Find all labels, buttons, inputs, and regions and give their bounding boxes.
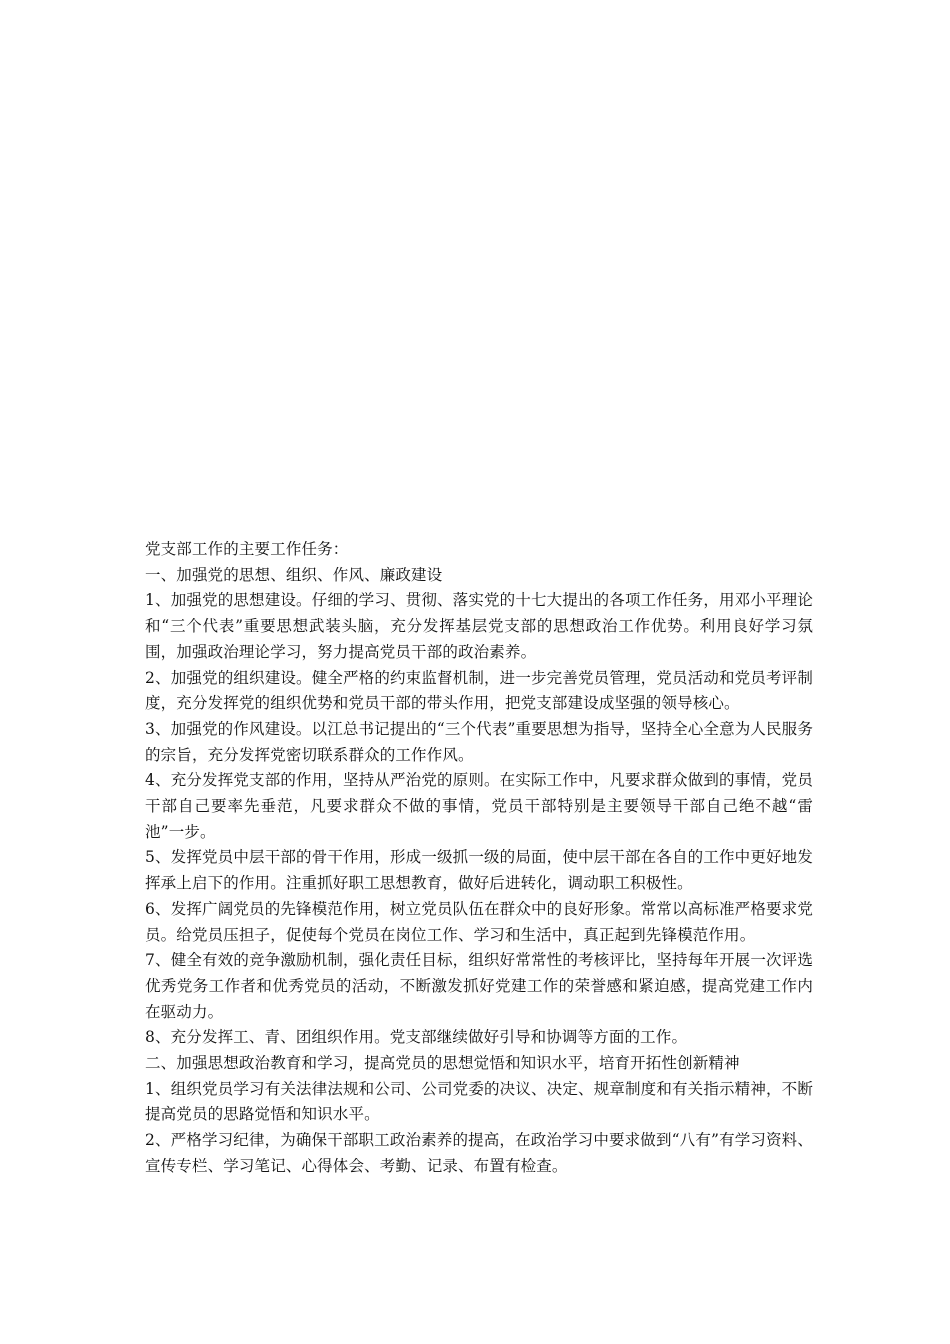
section-heading-2: 二、加强思想政治教育和学习，提高党员的思想觉悟和知识水平，培育开拓性创新精神 <box>145 1054 740 1073</box>
paragraph-1-1: 1、加强党的思想建设。仔细的学习、贯彻、落实党的十七大提出的各项工作任务，用邓小平理论和“三个代表”重要思想武装头脑，充分发挥基层党支部的思想政治工作优势。利用良好学习氛围，加强政治理论学习，努力提高党员干部的政治素养。 <box>145 591 813 661</box>
paragraph-1-6: 6、发挥广阔党员的先锋模范作用，树立党员队伍在群众中的良好形象。常常以高标准严格要求党员。给党员压担子，促使每个党员在岗位工作、学习和生活中，真正起到先锋模范作用。 <box>145 899 813 944</box>
section-heading-1: 一、加强党的思想、组织、作风、廉政建设 <box>145 565 443 584</box>
paragraph-1-2: 2、加强党的组织建设。健全严格的约束监督机制，进一步完善党员管理，党员活动和党员考评制度，充分发挥党的组织优势和党员干部的带头作用，把党支部建设成坚强的领导核心。 <box>145 668 813 713</box>
paragraph-1-7: 7、健全有效的竞争激励机制，强化责任目标，组织好常常性的考核评比，坚持每年开展一次评选优秀党务工作者和优秀党员的活动，不断激发抓好党建工作的荣誉感和紧迫感，提高党建工作内在驱动力。 <box>145 951 813 1021</box>
document-heading: 党支部工作的主要工作任务： <box>145 540 349 558</box>
paragraph-1-4: 4、充分发挥党支部的作用，坚持从严治党的原则。在实际工作中，凡要求群众做到的事情，党员干部自己要率先垂范，凡要求群众不做的事情，党员干部特别是主要领导干部自己绝不越“雷池”一步。 <box>145 771 813 841</box>
paragraph-2-1: 1、组织党员学习有关法律法规和公司、公司党委的决议、决定、规章制度和有关指示精神，不断提高党员的思路觉悟和知识水平。 <box>145 1079 813 1124</box>
document-body <box>145 537 813 1180</box>
paragraph-1-8: 8、充分发挥工、青、团组织作用。党支部继续做好引导和协调等方面的工作。 <box>145 1028 688 1047</box>
paragraph-2-2: 2、严格学习纪律，为确保干部职工政治素养的提高，在政治学习中要求做到“八有”有学习资料、宣传专栏、学习笔记、心得体会、考勤、记录、布置有检查。 <box>145 1131 813 1175</box>
paragraph-1-5: 5、发挥党员中层干部的骨干作用，形成一级抓一级的局面，使中层干部在各自的工作中更好地发挥承上启下的作用。注重抓好职工思想教育，做好后进转化，调动职工积极性。 <box>145 848 813 893</box>
paragraph-1-3: 3、加强党的作风建设。以江总书记提出的“三个代表”重要思想为指导，坚持全心全意为人民服务的宗旨，充分发挥党密切联系群众的工作作风。 <box>145 719 813 764</box>
